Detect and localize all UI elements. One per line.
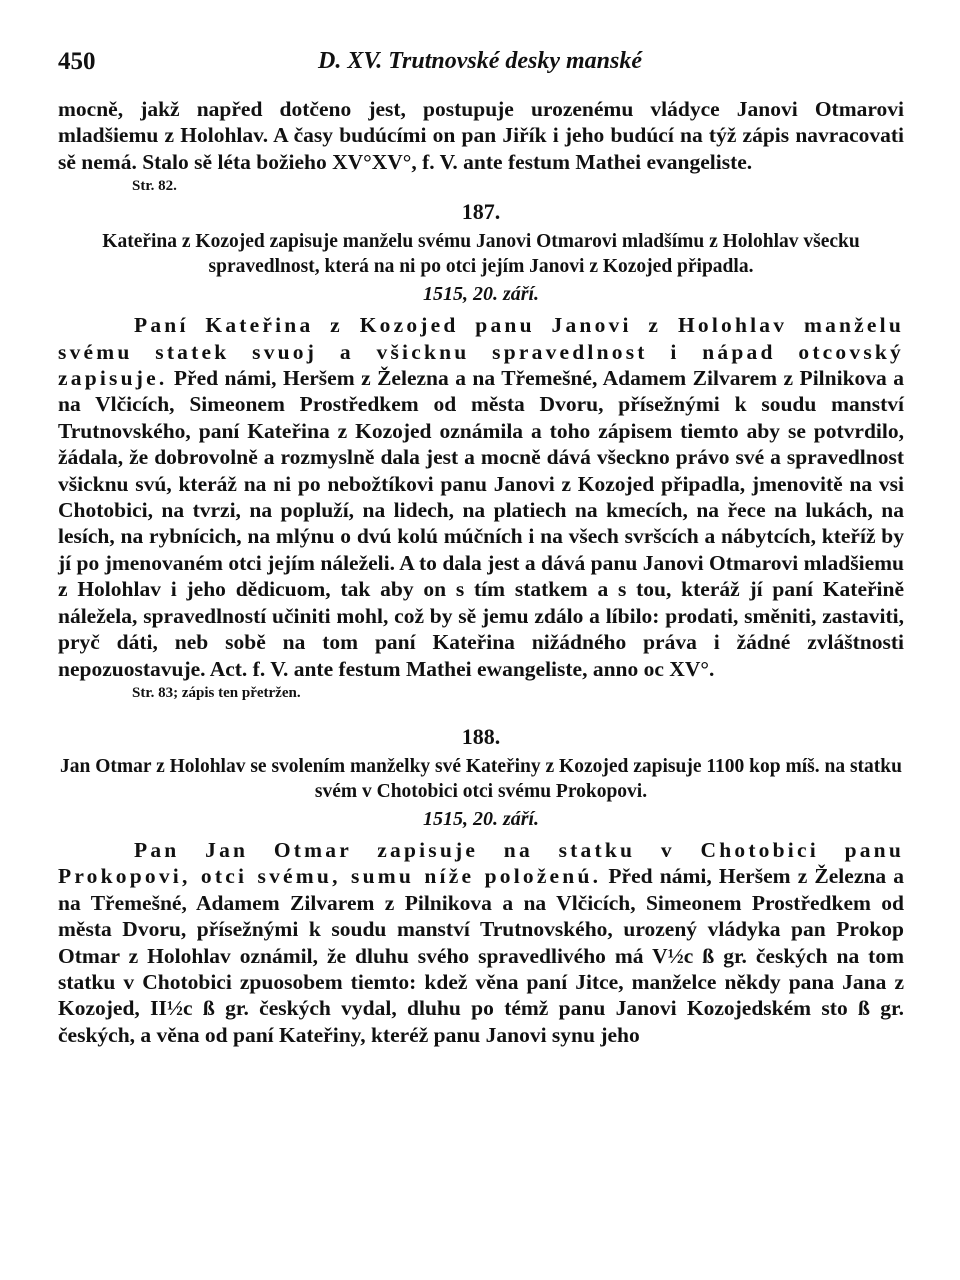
entry-lead: Pan Jan Otmar zapisuje na statku v Chotobici panu Prokopovi, otci svému, sumu níže položenú. bbox=[58, 837, 904, 889]
entry-regest: Kateřina z Kozojed zapisuje manželu svému Janovi Otmarovi mladšímu z Holohlav všecku spravedlnost, která na ni po otci jejím Janovi z Kozojed připadla. bbox=[102, 231, 860, 278]
source-note: Str. 82. bbox=[132, 178, 177, 195]
running-title: D. XV. Trutnovské desky manské bbox=[317, 48, 643, 74]
page-body bbox=[58, 96, 904, 1048]
entry-lead: Paní Kateřina z Kozojed panu Janovi z Holohlav manželu svému statek svuoj a všicknu spravedlnost i nápad otcovský zapisuje. bbox=[58, 313, 904, 391]
entry-number: 188. bbox=[461, 723, 501, 749]
entry-number: 187. bbox=[461, 199, 501, 225]
entry-regest: Jan Otmar z Holohlav se svolením manželky své Kateřiny z Kozojed zapisuje 1100 kop míš. na statku svém v Chotobici otci svému Prokopovi. bbox=[60, 755, 902, 802]
entry-date: 1515, 20. září. bbox=[422, 807, 540, 830]
page-number: 450 bbox=[58, 48, 96, 75]
page-header bbox=[58, 48, 902, 84]
spacer bbox=[58, 702, 904, 720]
continued-paragraph: mocně, jakž napřed dotčeno jest, postupuje urozenému vládyce Janovi Otmarovi mladšiemu z Holohlav. A časy budúcími on pan Jiřík i jeho budúcí na týž zápis navracovati sě nemá. Stalo sě léta božieho XV°XV°, f. V. ante festum Mathei evangeliste. bbox=[58, 97, 904, 174]
entry-date: 1515, 20. září. bbox=[422, 283, 540, 306]
entry-text bbox=[58, 837, 904, 1048]
entry-text bbox=[58, 312, 904, 682]
entry-body: Před námi, Heršem z Železna a na Třemešné, Adamem Zilvarem z Pilnikova a na Vlčicích, Simeonem Prostředkem od města Dvoru, přísežnými k soudu manství Trutnovského, paní Kateřina z Kozojed oznámila a toho zápisem tiemto aby se potvrdilo, žádala, že dobrovolně a rozmyslně dala jest a mocně dává všeckno právo své a spravedlnost všicknu svú, kteráž na ni po nebožtíkovi panu Janovi z Kozojed připadla, jmenovitě na vsi Chotobici, na tvrzi, na popluží, na lidech, na platiech na kmecích, na řece na lukách, na lesích, na rybnícich, na mlýnu o dvú kolú múčních i na všech svršcích a nábytcích, kteříž by jí po jmenovaném otci jejím náleželi. A to dala jest a dává panu Janovi Otmarovi mladšiemu z Holohlav i jeho dědicuom, tak aby on s tím statkem a s tou, kteráž jí paní Kateřině náležela, spravedlností učiniti mohl, což by sě jemu zdálo a líbilo: prodati, směniti, zastaviti, pryč dáti, neb sobě na tom paní Kateřina nižádného práva i žádné zvláštnosti nepozuostavuje. Act. f. V. ante festum Mathei ewangeliste, anno oc XV°. bbox=[58, 366, 904, 681]
entry-body: Před námi, Heršem z Železna a na Třemešné, Adamem Zilvarem z Pilnikova a na Vlčicích, Simeonem Prostředkem od města Dvoru, přísežnými k soudu manství Trutnovského, urozený vládyka pan Prokop Otmar z Holohlav oznámil, že dluhu svého spravedlivého má V½c ß gr. českých na tom statku v Chotobici zpuosobem tiemto: kdež věna paní Jitce, manželce někdy pana Jana z Kozojed, II½c ß gr. českých vydal, dluhu po témž panu Janovi Kozojedském sto ß gr. českých, a věna od paní Kateřiny, kteréž panu Janovi synu jeho bbox=[58, 864, 905, 1047]
source-note: Str. 83; zápis ten přetržen. bbox=[132, 684, 301, 701]
